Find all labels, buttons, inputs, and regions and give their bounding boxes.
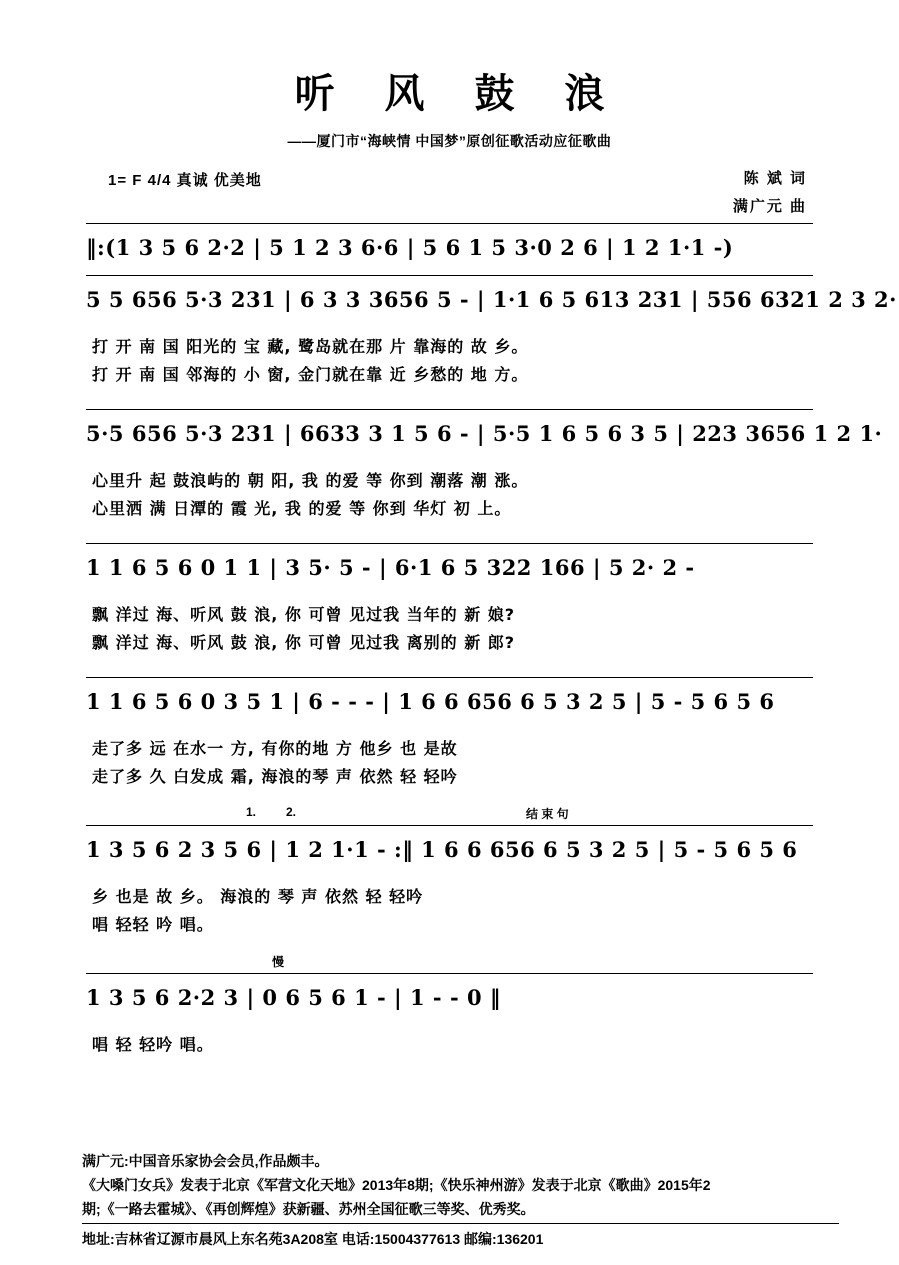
music-system-2: [0, 275, 899, 389]
tempo-marks: [86, 953, 813, 973]
lyric-line: 打 开 南 国 邻海的 小 窗, 金门就在靠 近 乡愁的 地 方。: [92, 365, 529, 384]
song-sheet: [0, 62, 899, 1265]
lyric-line: 走了多 远 在水一 方, 有你的地 方 他乡 也 是故: [92, 739, 458, 758]
lyric-line: 唱 轻轻 吟 唱。: [92, 915, 214, 934]
footer-line-3: 期;《一路去霍城》、《再创辉煌》获新疆、苏州全国征歌三等奖、优秀奖。: [82, 1201, 535, 1217]
ending-marks: [86, 805, 813, 825]
music-system-1: [0, 223, 899, 267]
lyric-line: 走了多 久 白发成 霜, 海浪的琴 声 依然 轻 轻吟: [92, 767, 458, 786]
composer: 满广元 曲: [732, 198, 807, 215]
music-system-6: [0, 805, 899, 939]
music-system-3: [0, 409, 899, 523]
credits: [733, 165, 807, 221]
music-system-7: [0, 953, 899, 1059]
lyric-line: 乡 也是 故 乡。 海浪的 琴 声 依然 轻 轻吟: [92, 887, 424, 906]
lyric-line: 唱 轻 轻吟 唱。: [92, 1035, 214, 1054]
lyric-line: 心里洒 满 日潭的 霞 光, 我 的爱 等 你到 华灯 初 上。: [92, 499, 512, 518]
footer-notes: [82, 1149, 839, 1251]
lyricist: 陈 斌 词: [743, 170, 807, 187]
notation-line: 5 5 656 5·3 231 | 6 3 3 3656 5 - | 1·1 6 5 613 231 | 556 6321 2 3 2·: [86, 275, 813, 319]
notation-line: 1 3 5 6 2 3 5 6 | 1 2 1·1 - :‖ 1 6 6 656 6 5 3 2 5 | 5 - 5 6 5 6: [86, 825, 813, 869]
tempo-mark: 慢: [272, 955, 285, 969]
subtitle: ——厦门市“海峡情 中国梦”原创征歌活动应征歌曲: [287, 133, 612, 149]
notation-line: ‖:(1 3 5 6 2·2 | 5 1 2 3 6·6 | 5 6 1 5 3·0 2 6 | 1 2 1·1 -): [86, 223, 813, 267]
page-title: 听 风 鼓 浪: [294, 70, 623, 117]
lyric-line: 飘 洋过 海、听风 鼓 浪, 你 可曾 见过我 离别的 新 郎?: [92, 633, 516, 652]
meta-row: [0, 161, 899, 223]
footer-line-2: 《大嗓门女兵》发表于北京《军营文化天地》2013年8期;《快乐神州游》发表于北京《歌曲》2015年2: [82, 1177, 711, 1193]
music-system-5: [0, 677, 899, 791]
ending-2-label: 2.: [286, 805, 297, 819]
ending-1-label: 1.: [246, 805, 257, 819]
footer-contact: 地址:吉林省辽源市晨风上东名苑3A208室 电话:15004377613 邮编:136201: [82, 1223, 839, 1251]
notation-line: 5·5 656 5·3 231 | 6633 3 1 5 6 - | 5·5 1 6 5 6 3 5 | 223 3656 1 2 1·: [86, 409, 813, 453]
footer-line-1: 满广元:中国音乐家协会会员,作品颇丰。: [82, 1153, 329, 1169]
section-mark: 结 束 句: [526, 807, 569, 821]
notation-line: 1 1 6 5 6 0 1 1 | 3 5· 5 - | 6·1 6 5 322 166 | 5 2· 2 -: [86, 543, 813, 587]
lyric-line: 打 开 南 国 阳光的 宝 藏, 鹭岛就在那 片 靠海的 故 乡。: [92, 337, 529, 356]
notation-line: 1 3 5 6 2·2 3 | 0 6 5 6 1 - | 1 - - 0 ‖: [86, 973, 813, 1017]
key-signature: 1= F 4/4 真诚 优美地: [108, 172, 262, 189]
notation-line: 1 1 6 5 6 0 3 5 1 | 6 - - - | 1 6 6 656 6 5 3 2 5 | 5 - 5 6 5 6: [86, 677, 813, 721]
lyric-line: 心里升 起 鼓浪屿的 朝 阳, 我 的爱 等 你到 潮落 潮 涨。: [92, 471, 529, 490]
music-system-4: [0, 543, 899, 657]
lyric-line: 飘 洋过 海、听风 鼓 浪, 你 可曾 见过我 当年的 新 娘?: [92, 605, 516, 624]
